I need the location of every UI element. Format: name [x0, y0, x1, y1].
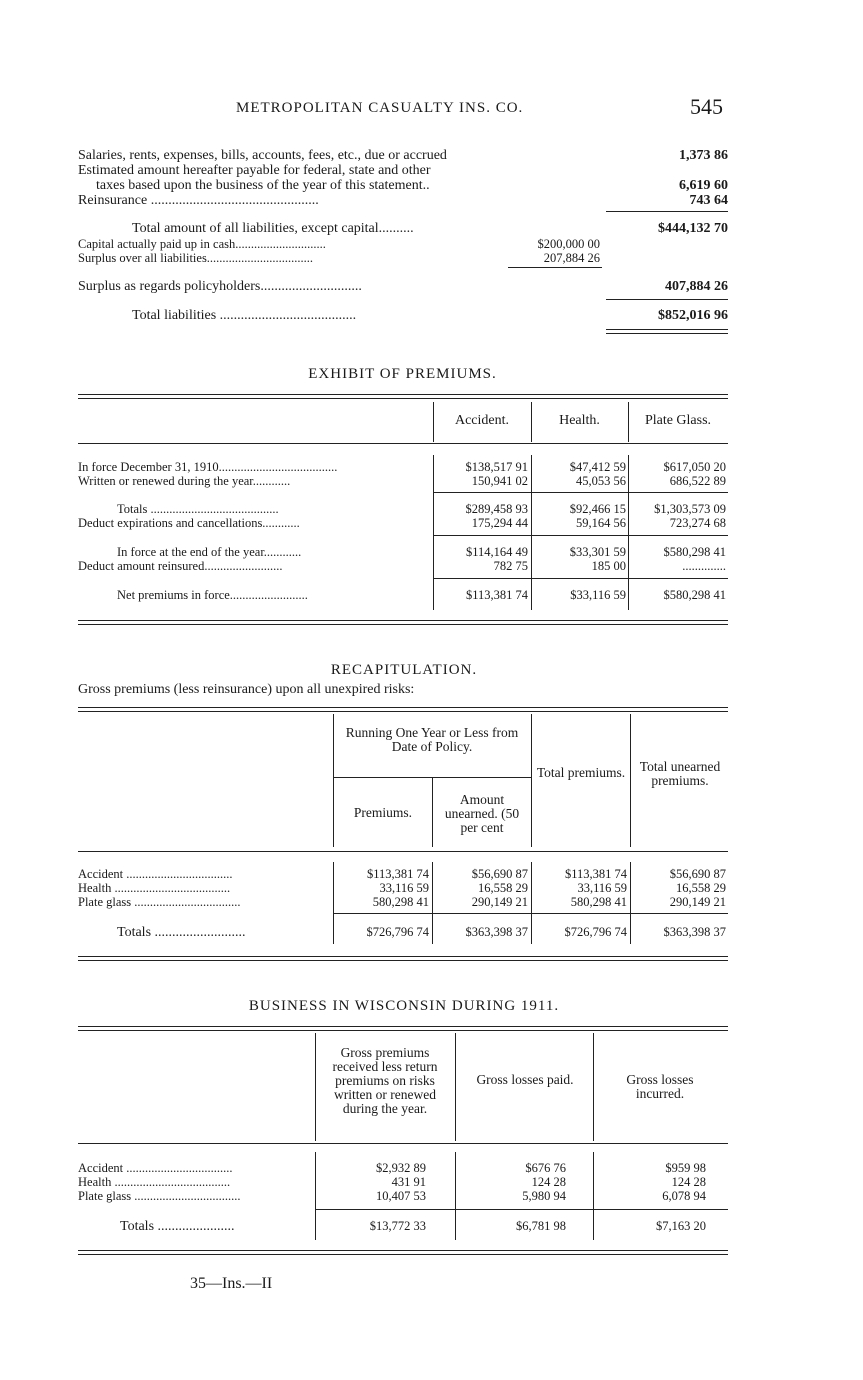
col-divider	[593, 1033, 594, 1141]
premium-cell: 45,053 56	[576, 474, 626, 488]
rule	[78, 956, 728, 957]
recap-title: RECAPITULATION.	[330, 662, 478, 678]
wisconsin-cell: 124 28	[531, 1175, 566, 1189]
premium-cell: 185 00	[591, 559, 626, 573]
rule	[433, 578, 728, 579]
liability-value: 743 64	[689, 193, 728, 208]
recap-row-label: Plate glass ..................................	[78, 895, 241, 909]
recap-cell: 580,298 41	[372, 895, 429, 909]
total-liabilities-label: Total liabilities .......................................	[132, 308, 357, 323]
rule	[606, 211, 728, 212]
recap-cell: 580,298 41	[570, 895, 627, 909]
total-except-capital-value: $444,132 70	[658, 221, 728, 236]
col-accident: Accident.	[454, 413, 510, 428]
recap-total-cell: $363,398 37	[663, 925, 726, 939]
rule	[333, 913, 728, 914]
rule	[78, 1250, 728, 1251]
premium-cell: $289,458 93	[465, 502, 528, 516]
wisconsin-cell: $676 76	[525, 1161, 566, 1175]
recap-total-cell: $363,398 37	[465, 925, 528, 939]
wisconsin-total-cell: $13,772 33	[369, 1219, 426, 1233]
signature-mark: 35—Ins.—II	[190, 1275, 273, 1292]
rule	[508, 267, 602, 268]
premium-row-label: In force December 31, 1910......................................	[78, 460, 338, 474]
recap-total-cell: $726,796 74	[366, 925, 429, 939]
total-except-capital-label: Total amount of all liabilities, except capital..........	[132, 221, 414, 236]
wisconsin-cell: $2,932 89	[376, 1161, 426, 1175]
rule	[433, 492, 728, 493]
liability-label: Salaries, rents, expenses, bills, accounts, fees, etc., due or accrued	[78, 148, 447, 163]
rule	[78, 1254, 728, 1255]
liability-label: Reinsurance ................................................	[78, 193, 319, 208]
page-number: 545	[690, 94, 723, 119]
wisconsin-cell: 6,078 94	[662, 1189, 706, 1203]
premium-cell: 150,941 02	[471, 474, 528, 488]
rule	[78, 398, 728, 399]
rule	[606, 299, 728, 300]
premium-cell: $114,164 49	[465, 545, 528, 559]
col-health: Health.	[559, 413, 600, 428]
col-divider	[630, 862, 631, 944]
premium-cell: $138,517 91	[465, 460, 528, 474]
premium-row-label: Net premiums in force.........................	[117, 588, 308, 602]
col-gross-premiums: Gross premiums received less return premiums on risks written or renewed during the year.	[332, 1045, 438, 1116]
col-total-premiums: Total premiums.	[536, 765, 626, 780]
recap-cell: $56,690 87	[669, 867, 726, 881]
surplus-policyholders-value: 407,884 26	[665, 279, 728, 294]
recap-subtitle: Gross premiums (less reinsurance) upon all unexpired risks:	[78, 682, 415, 697]
rule	[78, 707, 728, 708]
recap-cell: 16,558 29	[676, 881, 726, 895]
rule	[78, 1026, 728, 1027]
premium-cell: 175,294 44	[471, 516, 528, 530]
col-divider	[531, 455, 532, 610]
col-divider	[432, 862, 433, 944]
wisconsin-cell: 431 91	[391, 1175, 426, 1189]
recap-cell: 290,149 21	[669, 895, 726, 909]
premium-cell: 723,274 68	[669, 516, 726, 530]
rule	[78, 960, 728, 961]
wisconsin-title: BUSINESS IN WISCONSIN DURING 1911.	[248, 998, 560, 1014]
wisconsin-row-label: Plate glass ..................................	[78, 1189, 241, 1203]
premium-cell: 59,164 56	[576, 516, 626, 530]
premium-cell: 686,522 89	[669, 474, 726, 488]
surplus-policyholders-label: Surplus as regards policyholders.............................	[78, 279, 362, 294]
col-divider	[628, 455, 629, 610]
premium-row-label: Deduct expirations and cancellations............	[78, 516, 300, 530]
wisconsin-total-cell: $6,781 98	[516, 1219, 566, 1233]
recap-cell: $113,381 74	[564, 867, 627, 881]
col-amount-unearned: Amount unearned. (50 per cent	[444, 792, 520, 835]
premium-cell: ..............	[682, 559, 726, 573]
liability-value: 6,619 60	[679, 178, 728, 193]
premium-cell: $617,050 20	[663, 460, 726, 474]
wisconsin-row-label: Health .....................................	[78, 1175, 231, 1189]
recap-cell: 16,558 29	[478, 881, 528, 895]
recap-cell: 33,116 59	[379, 881, 429, 895]
col-premiums: Premiums.	[353, 805, 413, 820]
surplus-over-value: 207,884 26	[543, 251, 600, 265]
wisconsin-cell: 5,980 94	[522, 1189, 566, 1203]
recap-cell: $113,381 74	[366, 867, 429, 881]
rule	[78, 620, 728, 621]
recap-cell: 290,149 21	[471, 895, 528, 909]
rule	[78, 851, 728, 852]
col-divider	[315, 1152, 316, 1240]
col-divider	[630, 714, 631, 847]
surplus-over-label: Surplus over all liabilities..................................	[78, 251, 314, 265]
col-divider	[455, 1033, 456, 1141]
premium-cell: $580,298 41	[663, 545, 726, 559]
premium-cell: $33,301 59	[569, 545, 626, 559]
col-divider	[432, 778, 433, 847]
premium-cell: 782 75	[493, 559, 528, 573]
rule	[78, 624, 728, 625]
liability-label: taxes based upon the business of the year of this statement..	[96, 178, 430, 193]
rule	[78, 443, 728, 444]
col-losses-paid: Gross losses paid.	[476, 1072, 574, 1087]
premium-row-label: Deduct amount reinsured.........................	[78, 559, 283, 573]
col-divider	[315, 1033, 316, 1141]
recap-totals-label: Totals ..........................	[117, 925, 246, 940]
premium-row-label: Written or renewed during the year............	[78, 474, 291, 488]
col-divider	[531, 862, 532, 944]
rule	[315, 1209, 728, 1210]
rule	[606, 329, 728, 330]
premium-row-label: Totals .........................................	[117, 502, 279, 516]
premium-cell: $1,303,573 09	[654, 502, 726, 516]
col-divider	[333, 714, 334, 847]
running-header: METROPOLITAN CASUALTY INS. CO.	[236, 100, 524, 116]
rule	[606, 333, 728, 334]
wisconsin-cell: 124 28	[671, 1175, 706, 1189]
premium-cell: $33,116 59	[570, 588, 626, 602]
wisconsin-cell: 10,407 53	[376, 1189, 426, 1203]
col-divider	[333, 862, 334, 944]
total-liabilities-value: $852,016 96	[658, 308, 728, 323]
capital-label: Capital actually paid up in cash.............................	[78, 237, 326, 251]
rule	[433, 535, 728, 536]
rule	[78, 1143, 728, 1144]
col-losses-incurred: Gross losses incurred.	[626, 1072, 694, 1101]
col-plate-glass: Plate Glass.	[644, 413, 712, 428]
recap-row-label: Accident ..................................	[78, 867, 233, 881]
recap-total-cell: $726,796 74	[564, 925, 627, 939]
capital-value: $200,000 00	[537, 237, 600, 251]
col-divider	[455, 1152, 456, 1240]
recap-row-label: Health .....................................	[78, 881, 231, 895]
recap-cell: 33,116 59	[577, 881, 627, 895]
premium-cell: $113,381 74	[465, 588, 528, 602]
wisconsin-totals-label: Totals ......................	[120, 1219, 235, 1234]
col-divider	[531, 714, 532, 847]
rule	[333, 777, 531, 778]
rule	[78, 711, 728, 712]
wisconsin-total-cell: $7,163 20	[656, 1219, 706, 1233]
col-divider	[593, 1152, 594, 1240]
recap-cell: $56,690 87	[471, 867, 528, 881]
wisconsin-cell: $959 98	[665, 1161, 706, 1175]
premiums-title: EXHIBIT OF PREMIUMS.	[308, 366, 497, 382]
premium-cell: $92,466 15	[569, 502, 626, 516]
col-divider	[433, 455, 434, 610]
rule	[78, 394, 728, 395]
premium-cell: $47,412 59	[569, 460, 626, 474]
running-one-year-header: Running One Year or Less from Date of Policy.	[345, 725, 519, 754]
col-total-unearned: Total unearned premiums.	[639, 759, 721, 788]
premium-cell: $580,298 41	[663, 588, 726, 602]
liability-value: 1,373 86	[679, 148, 728, 163]
premium-row-label: In force at the end of the year............	[117, 545, 302, 559]
liability-label: Estimated amount hereafter payable for federal, state and other	[78, 163, 431, 178]
wisconsin-row-label: Accident ..................................	[78, 1161, 233, 1175]
rule	[78, 1030, 728, 1031]
